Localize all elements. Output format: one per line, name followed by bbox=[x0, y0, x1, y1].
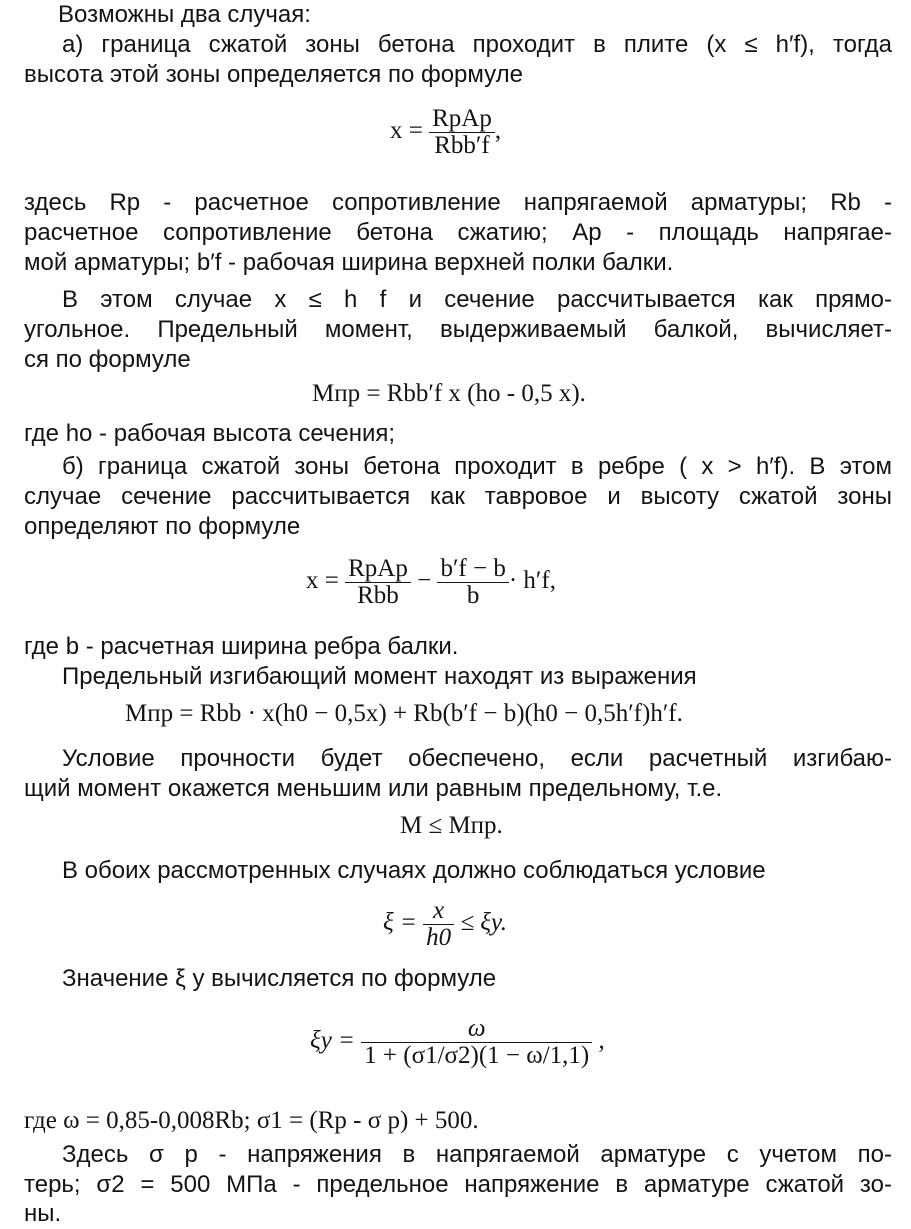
text-line: где ho - рабочая высота сечения; bbox=[24, 420, 396, 447]
text-line: б) граница сжатой зоны бетона проходит в ребре ( x > h′f). В этом bbox=[62, 453, 892, 480]
text-line: мой арматуры; b′f - рабочая ширина верхней полки балки. bbox=[24, 249, 674, 276]
text-line: Здесь σ p - напряжения в напрягаемой арматуре с учетом по- bbox=[62, 1141, 892, 1168]
text-line: Условие прочности будет обеспечено, если расчетный изгибаю- bbox=[62, 745, 892, 772]
formula-tail: , bbox=[598, 1027, 605, 1055]
text-line: угольное. Предельный момент, выдерживаемый балкой, вычисляет- bbox=[24, 316, 892, 343]
text-line: ся по формуле bbox=[24, 346, 191, 373]
minus-sign: − bbox=[417, 567, 432, 595]
text-line: здесь Rp - расчетное сопротивление напрягаемой арматуры; Rb - bbox=[24, 189, 892, 216]
formula-tail: , bbox=[494, 117, 502, 145]
text-line: ны. bbox=[24, 1200, 62, 1227]
text-line: Предельный изгибающий момент находят из выражения bbox=[62, 663, 697, 690]
text-line: В обоих рассмотренных случаях должно соблюдаться условие bbox=[62, 857, 766, 884]
formula-lhs: x = bbox=[390, 117, 423, 145]
formula-tail: ≤ ξy. bbox=[460, 909, 507, 937]
formula-x-case-a bbox=[390, 106, 501, 159]
text-line: Возможны два случая: bbox=[58, 1, 311, 28]
text-line: высота этой зоны определяется по формуле bbox=[24, 61, 523, 88]
fraction-2 bbox=[437, 556, 508, 609]
numerator: b′f − b bbox=[437, 556, 508, 583]
text-line: щий момент окажется меньшим или равным предельному, т.е. bbox=[24, 775, 723, 802]
denominator: b bbox=[466, 582, 480, 609]
text-line: В этом случае x ≤ h f и сечение рассчитывается как прямо- bbox=[62, 286, 892, 313]
fraction bbox=[361, 1016, 592, 1069]
formula-xi bbox=[383, 898, 507, 951]
text-line: где ω = 0,85-0,008Rb; σ1 = (Rp - σ p) + 500. bbox=[24, 1107, 479, 1134]
text-line: расчетное сопротивление бетона сжатию; Ap - площадь напрягае- bbox=[24, 219, 892, 246]
formula-lhs: x = bbox=[306, 567, 339, 595]
text-line: случае сечение рассчитывается как тавровое и высоту сжатой зоны bbox=[24, 483, 892, 510]
denominator: h0 bbox=[426, 924, 452, 951]
denominator: Rbb bbox=[357, 582, 399, 609]
numerator: x bbox=[423, 898, 454, 925]
text-line: определяют по формуле bbox=[24, 513, 301, 540]
formula-tail: · h′f, bbox=[508, 567, 556, 595]
text-line: где b - расчетная ширина ребра балки. bbox=[24, 633, 459, 660]
formula-lhs: ξy = bbox=[310, 1027, 355, 1055]
formula-m-case-b: Mпр = Rbb · x(h0 − 0,5x) + Rb(b′f − b)(h0 − 0,5h′f)h′f. bbox=[125, 700, 683, 727]
fraction bbox=[423, 898, 454, 951]
denominator: Rbb′f bbox=[434, 132, 490, 159]
denominator: 1 + (σ1/σ2)(1 − ω/1,1) bbox=[364, 1042, 590, 1069]
formula-m-case-a: Mпр = Rbb′f x (ho - 0,5 x). bbox=[312, 380, 586, 407]
fraction bbox=[429, 106, 495, 159]
fraction-1 bbox=[345, 556, 411, 609]
text-line: терь; σ2 = 500 МПа - предельное напряжение в арматуре сжатой зо- bbox=[24, 1171, 892, 1198]
numerator: RpAp bbox=[429, 106, 495, 133]
formula-x-case-b bbox=[306, 556, 556, 609]
numerator: RpAp bbox=[345, 556, 411, 583]
text-line: Значение ξ y вычисляется по формуле bbox=[62, 965, 497, 992]
text-line: а) граница сжатой зоны бетона проходит в плите (x ≤ h′f), тогда bbox=[62, 31, 892, 58]
formula-strength-condition: M ≤ Mпр. bbox=[400, 812, 503, 839]
formula-xi-y bbox=[310, 1016, 605, 1069]
formula-lhs: ξ = bbox=[383, 909, 417, 937]
numerator: ω bbox=[361, 1016, 592, 1043]
